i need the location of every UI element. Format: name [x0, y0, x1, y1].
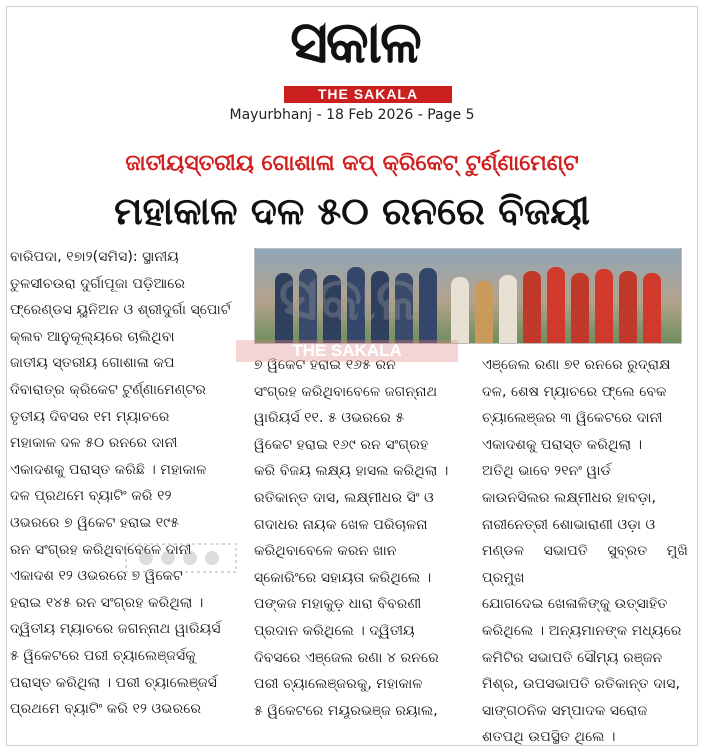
article-column-3	[482, 352, 688, 751]
article-column-1	[10, 244, 242, 723]
article-line: ମହାକାଳ ଦଳ ୫୦ ରନରେ ଦାନୀ	[10, 435, 178, 452]
article-line: କରିଥିଲେ । ଅନ୍ୟମାନଙ୍କ ମଧ୍ୟରେ	[482, 622, 682, 639]
article-line: ପଙ୍କଜ ମହାକୁଡ଼ ଧାରା ବିବରଣୀ	[254, 596, 422, 613]
article-line: ଯୋଗଦେଇ ଖେଳାଳିଙ୍କୁ ଉତ୍ସାହିତ	[482, 596, 668, 613]
article-line: କରିଥିବାବେଳେ କରନ ଖାନ	[254, 543, 397, 560]
article-line: ମିଶ୍ର, ଉପସଭାପତି ରତିକାନ୍ତ ଦାସ,	[482, 676, 681, 693]
player-figure	[347, 267, 365, 343]
article-line: ଏକାଦଶକୁ ପରାସ୍ତ କରିଥିଲା ।	[482, 436, 643, 453]
article-line: ନାରୀନେତ୍ରୀ ଶୋଭାରାଣୀ ଓଡ଼ା ଓ	[482, 516, 656, 533]
masthead	[0, 8, 704, 88]
article-line: ୫ ୱିକେଟରେ ପରୀ ଚ୍ୟାଲେଞ୍ଜର୍ସକୁ	[10, 647, 196, 664]
article-line: କମିଟିର ସଭାପତି ସୌମ୍ୟ ରଞ୍ଜନ	[482, 649, 663, 666]
article-line: କରି ବିଜୟ ଲକ୍ଷ୍ୟ ହାସଲ କରିଥିଲା ।	[254, 463, 449, 480]
article-line: ଗଦାଧର ନାୟକ ଖେଳ ପରିଚାଳନା	[254, 516, 428, 533]
faint-stamp-mark	[124, 540, 238, 576]
article-line: ସ୍କୋରିଂରେ ସହାୟତା କରିଥିଲେ ।	[254, 569, 432, 586]
article-headline: ମହାକାଳ ଦଳ ୫୦ ରନରେ ବିଜୟୀ	[114, 189, 590, 233]
article-line: ଦ୍ୱିତୀୟ ମ୍ୟାଚରେ ଜଗନ୍ନାଥ ୱାରିୟର୍ସ	[10, 621, 221, 638]
article-line: ଦିବସରେ ଏଞ୍ଜେଲ ରଣା ୪ ରନରେ	[254, 649, 439, 666]
player-figure	[371, 271, 389, 343]
article-line: ୱାରିୟର୍ସ ୧୧. ୫ ଓଭରରେ ୫	[254, 410, 405, 427]
player-figure	[475, 281, 493, 343]
player-figure	[275, 273, 293, 343]
article-line: ଦଳ, ଶେଷ ମ୍ୟାଚରେ ଫ୍ଲେ ବେକ	[482, 383, 667, 400]
player-figure	[395, 273, 413, 343]
watermark-wordmark: ସକାଳ	[278, 264, 420, 334]
watermark-band: THE SAKALA	[236, 340, 458, 362]
article-line: ତୃତୀୟ ଦିବସର ୧ମ ମ୍ୟାଚରେ	[10, 408, 170, 425]
player-figure	[499, 275, 517, 343]
player-figure	[643, 273, 661, 343]
article-line: ରନ ସଂଗ୍ରହ କରିଥିବାବେଳେ ଦାନୀ	[10, 541, 192, 558]
article-line: ସଂଗ୍ରହ କରିଥିବାବେଳେ ଜଗନ୍ନାଥ	[254, 383, 438, 400]
player-figure	[451, 277, 469, 343]
article-line: ଏକାଦଶ ୧୨ ଓଭରରେ ୭ ୱିକେଟ	[10, 568, 183, 585]
stamp-graphic	[124, 540, 238, 576]
article-line: କାଉନସିଲର ଲକ୍ଷ୍ମୀଧର ହାବଡ଼ା,	[482, 489, 656, 506]
article-line: ଅତିଥି ଭାବେ ୨୧ନଂ ୱାର୍ଡ	[482, 463, 611, 480]
player-figure	[419, 268, 437, 343]
article-line: ଏଞ୍ଜେଲ ରଣା ୭୧ ରନରେ ରୁଦ୍ରାକ୍ଷ	[482, 357, 671, 373]
edition-line: Mayurbhanj - 18 Feb 2026 - Page 5	[229, 107, 475, 123]
article-line: ବାରିପଦା, ୧୭ା୨(ସମିସ): ସ୍ଥାନୀୟ	[10, 249, 179, 265]
player-figure	[547, 267, 565, 343]
article-line: ଚ୍ୟାଲେଞ୍ଜର ୩ ୱିକେଟରେ ଦାନୀ	[482, 410, 663, 427]
player-figure	[299, 269, 317, 343]
article-line: ୭ ୱିକେଟ ହରାଇ ୧୬୫ ରନ	[254, 357, 396, 373]
player-figure	[523, 271, 541, 343]
article-line: ଜାତୀୟ ସ୍ତରୀୟ ଗୋଶାଳା କପ	[10, 355, 175, 372]
player-figure	[595, 269, 613, 343]
article-line: ପ୍ରଦାନ କରିଥିଲେ । ଦ୍ୱିତୀୟ	[254, 622, 415, 639]
article-line: ୫ ୱିକେଟରେ ମୟୂରଭଞ୍ଜ ରୟାଲ,	[254, 702, 438, 719]
article-line: ମଣ୍ଡଳ ସଭାପତି ସୁବ୍ରତ ମୁଖି ପ୍ରମୁଖ	[482, 543, 688, 586]
article-line: ଫ୍ରେଣ୍ଡସ ୟୁନିଅନ ଓ ଶ୍ରୀଦୁର୍ଗା ସ୍ପୋର୍ଟ	[10, 302, 231, 319]
article-line: ତୁଳସୀଚଉରା ଦୁର୍ଗାପୂଜା ପଡ଼ିଆରେ	[10, 275, 186, 292]
article-line: ରତିକାନ୍ତ ଦାସ, ଲକ୍ଷ୍ମୀଧର ସିଂ ଓ	[254, 489, 434, 506]
article-line: ପ୍ରଥମେ ବ୍ୟାଟିଂ କରି ୧୨ ଓଭରରେ	[10, 701, 202, 718]
article-line: ଶତପଥି ଉପସ୍ଥିତ ଥିଲେ ।	[482, 729, 616, 746]
player-figure	[619, 271, 637, 343]
article-line: ଦଳ ପ୍ରଥମେ ବ୍ୟାଟିଂ କରି ୧୨	[10, 488, 172, 505]
team-photo	[254, 248, 682, 344]
article-line: କ୍ଲବ ଆନୁକୂଲ୍ୟରେ ଚାଲିଥିବା	[10, 328, 175, 345]
article-line: ଏକାଦଶକୁ ପରାସ୍ତ କରିଛି । ମହାକାଳ	[10, 461, 207, 478]
article-line: ଓଭରରେ ୭ ୱିକେଟ ହରାଇ ୧୯୫	[10, 514, 180, 531]
article-line: ସାଙ୍ଗଠନିକ ସମ୍ପାଦକ ସରୋଜ	[482, 702, 648, 719]
article-line: ପରାସ୍ତ କରିଥିଲା । ପରୀ ଚ୍ୟାଲେଞ୍ଜର୍ସ	[10, 674, 217, 691]
logo-wordmark: ସକାଳ	[290, 8, 420, 76]
article-kicker: ଜାତୀୟସ୍ତରୀୟ ଗୋଶାଳା କପ୍ କ୍ରିକେଟ୍ ଟୁର୍ଣ୍ଣାମେଣ୍ଟ	[125, 151, 579, 176]
article-line: ହରାଇ ୧୪୫ ରନ ସଂଗ୍ରହ କରିଥିଲା ।	[10, 594, 204, 611]
article-column-2	[254, 352, 472, 724]
newspaper-logo	[208, 10, 502, 74]
article-line: ଦିବାରାତ୍ର କ୍ରିକେଟ ଟୁର୍ଣ୍ଣାମେଣ୍ଟର	[10, 381, 207, 398]
player-figure	[571, 273, 589, 343]
logo-band: THE SAKALA	[284, 86, 452, 103]
article-line: ପରୀ ଚ୍ୟାଲେଞ୍ଜରକୁ, ମହାକାଳ	[254, 676, 423, 693]
article-line: ୱିକେଟ ହରାଇ ୧୬୯ ରନ ସଂଗ୍ରହ	[254, 436, 429, 453]
player-figure	[323, 275, 341, 343]
